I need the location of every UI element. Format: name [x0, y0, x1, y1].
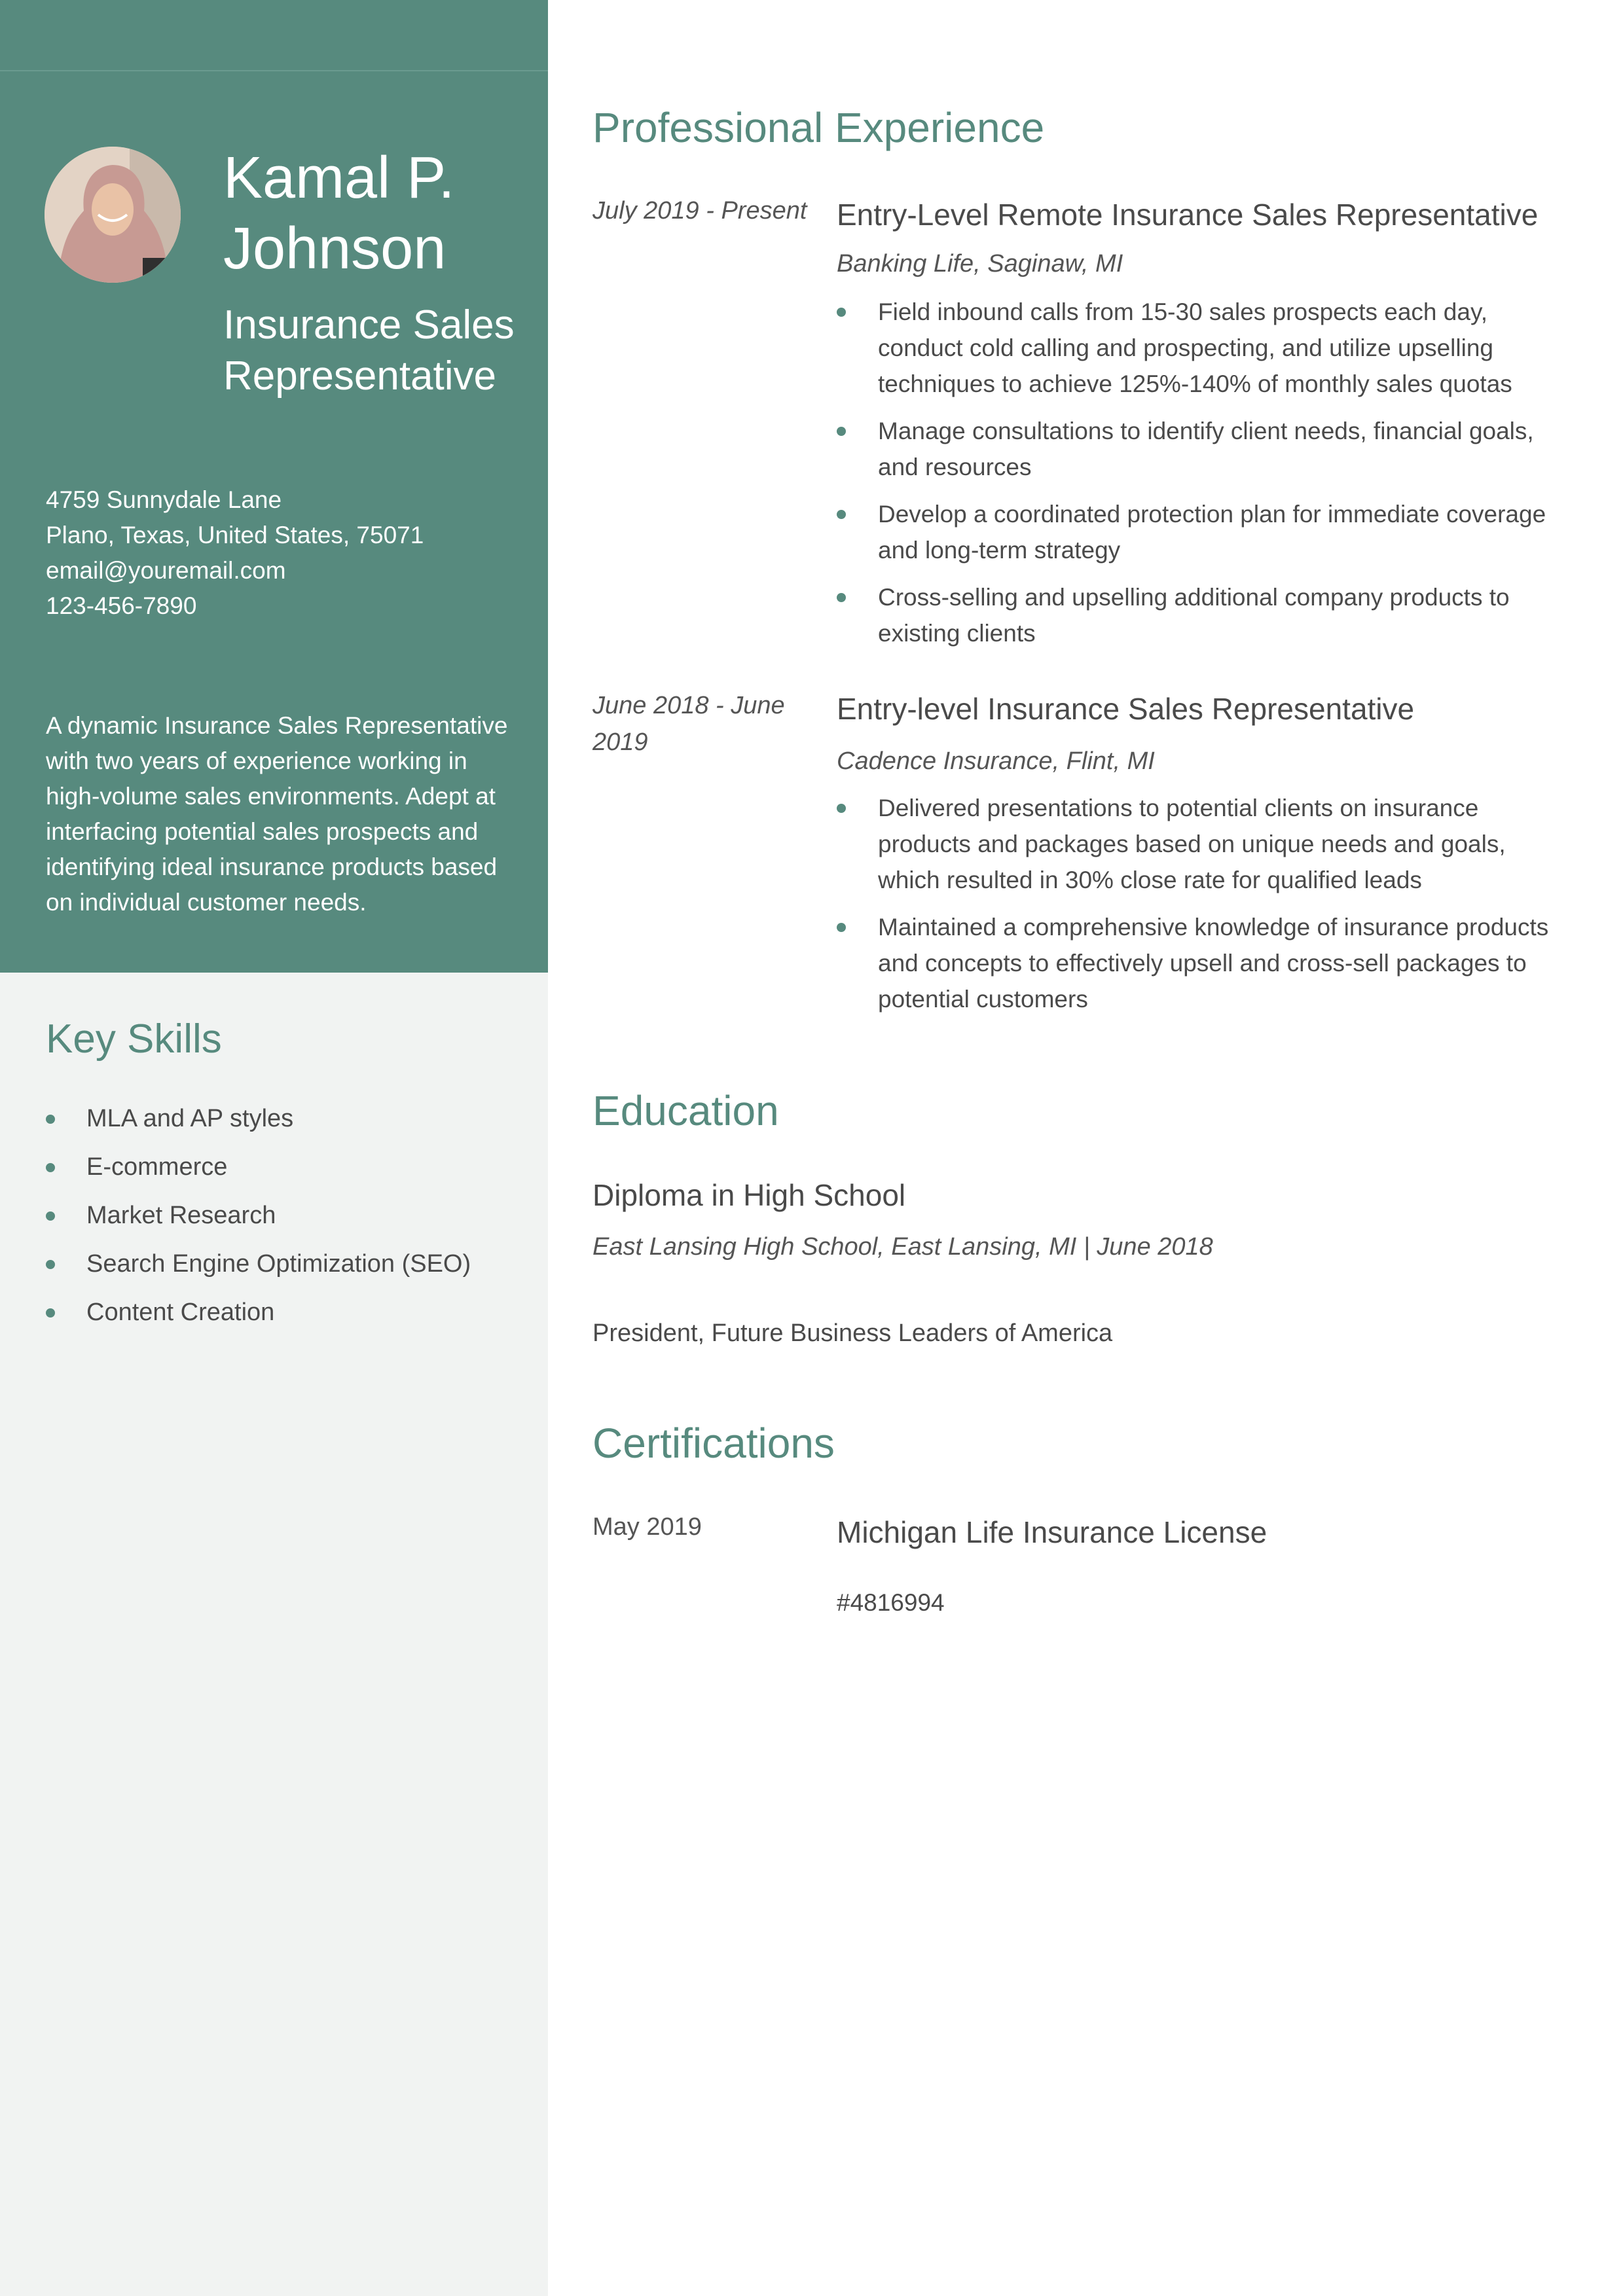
bullet-text: Develop a coordinated protection plan for immediate coverage and long-term strategy	[878, 501, 1546, 564]
bullet-icon	[46, 1163, 55, 1172]
education-degree: Diploma in High School	[593, 1178, 906, 1212]
certification-date: May 2019	[593, 1513, 702, 1541]
bullet-icon	[837, 510, 846, 519]
contact-email[interactable]: email@youremail.com	[46, 557, 286, 584]
profile-title: Insurance Sales Representative	[223, 302, 515, 399]
skill-label: E-commerce	[86, 1153, 228, 1181]
skill-item	[46, 1200, 471, 1248]
skill-item	[46, 1248, 471, 1297]
list-item	[837, 496, 1570, 568]
job-bullets	[837, 790, 1570, 1028]
skill-item	[46, 1103, 471, 1151]
certification-id: #4816994	[837, 1589, 945, 1616]
job-company: Banking Life, Saginaw, MI	[837, 250, 1123, 278]
bullet-icon	[46, 1211, 55, 1221]
education-note: President, Future Business Leaders of America	[593, 1319, 1113, 1347]
skill-label: MLA and AP styles	[86, 1105, 294, 1132]
bullet-text: Maintained a comprehensive knowledge of insurance products and concepts to effectively upsell and cross-sell packages to potential customers	[878, 914, 1549, 1013]
skills-list	[46, 1103, 471, 1345]
person-photo-icon	[45, 147, 181, 283]
bullet-icon	[837, 923, 846, 932]
sidebar	[0, 0, 548, 2296]
skill-label: Search Engine Optimization (SEO)	[86, 1250, 471, 1278]
skill-label: Content Creation	[86, 1299, 275, 1326]
bullet-text: Cross-selling and upselling additional company products to existing clients	[878, 584, 1510, 647]
profile-summary: A dynamic Insurance Sales Representative with two years of experience working in high-volume sales environments. Adept at interfacing potential sales prospects and identifying ideal insurance products based on individual customer needs.	[46, 712, 508, 916]
list-item	[837, 909, 1570, 1017]
education-school: East Lansing High School, East Lansing, MI | June 2018	[593, 1233, 1213, 1261]
contact-phone: 123-456-7890	[46, 592, 197, 619]
skill-item	[46, 1297, 471, 1345]
bullet-icon	[46, 1260, 55, 1269]
list-item	[837, 294, 1570, 402]
contact-address: 4759 Sunnydale Lane	[46, 486, 282, 513]
skill-item	[46, 1151, 471, 1200]
avatar	[45, 147, 181, 283]
list-item	[837, 790, 1570, 898]
contact-info	[46, 482, 530, 624]
bullet-icon	[837, 427, 846, 436]
bullet-text: Manage consultations to identify client needs, financial goals, and resources	[878, 418, 1534, 480]
certification-name: Michigan Life Insurance License	[837, 1515, 1267, 1549]
job-dates: June 2018 - June 2019	[593, 692, 785, 756]
profile-name: Kamal P. Johnson	[223, 145, 455, 281]
job-dates: July 2019 - Present	[593, 197, 807, 224]
list-item	[837, 579, 1570, 651]
certifications-heading: Certifications	[593, 1420, 835, 1467]
skills-heading: Key Skills	[46, 1016, 222, 1062]
bullet-icon	[837, 593, 846, 602]
job-bullets	[837, 294, 1570, 662]
bullet-icon	[46, 1115, 55, 1124]
bullet-text: Delivered presentations to potential clients on insurance products and packages based on unique needs and goals, which resulted in 30% close rate for qualified leads	[878, 795, 1506, 893]
bullet-text: Field inbound calls from 15-30 sales prospects each day, conduct cold calling and prospecting, and utilize upselling techniques to achieve 125%-140% of monthly sales quotas	[878, 298, 1512, 397]
bullet-icon	[46, 1308, 55, 1318]
skill-label: Market Research	[86, 1202, 276, 1229]
divider	[0, 70, 548, 71]
education-heading: Education	[593, 1087, 779, 1134]
job-company: Cadence Insurance, Flint, MI	[837, 747, 1155, 775]
list-item	[837, 413, 1570, 485]
experience-heading: Professional Experience	[593, 104, 1045, 151]
job-role: Entry-Level Remote Insurance Sales Representative	[837, 198, 1539, 232]
contact-city: Plano, Texas, United States, 75071	[46, 522, 424, 548]
bullet-icon	[837, 804, 846, 813]
bullet-icon	[837, 308, 846, 317]
job-role: Entry-level Insurance Sales Representative	[837, 692, 1415, 726]
